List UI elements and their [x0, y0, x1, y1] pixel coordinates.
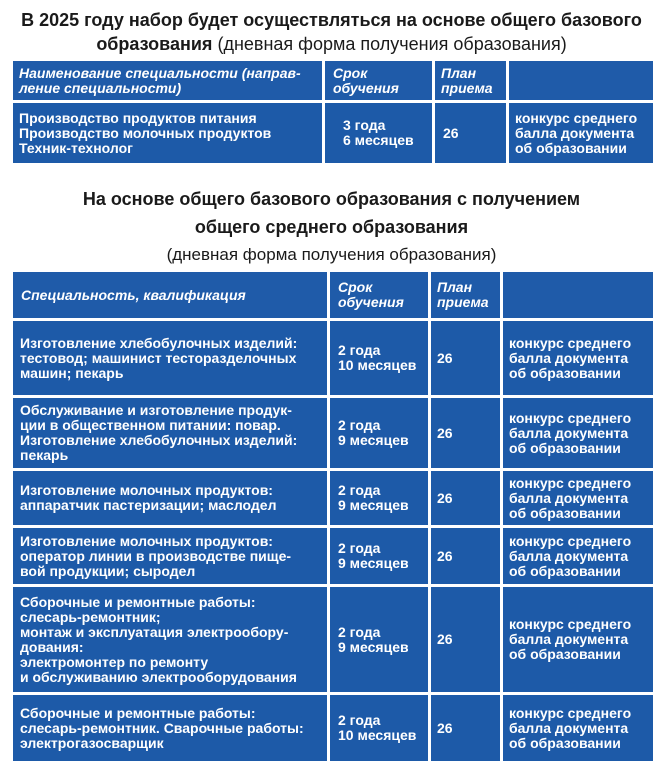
row-plan-cell	[431, 695, 500, 761]
row-plan-cell	[431, 587, 500, 692]
table-1-row-plan-cell	[435, 103, 506, 163]
table-row	[13, 471, 327, 525]
table-1-row-term: 3 года 6 месяцев	[343, 117, 414, 148]
row-term: 2 года 9 месяцев	[338, 623, 409, 655]
table-row	[13, 528, 327, 584]
row-term-cell	[330, 528, 428, 584]
row-basis: конкурс среднего балла документа об образовании	[509, 616, 632, 662]
table-row	[13, 398, 327, 468]
heading-2-note: (дневная форма получения образования)	[166, 245, 497, 264]
table-1-header-term: Срок обучения	[325, 61, 432, 100]
table-1-header-basis	[509, 61, 653, 100]
table-1-row	[13, 103, 322, 163]
row-plan-cell	[431, 528, 500, 584]
row-term-cell	[330, 695, 428, 761]
table-1-row-term-cell	[325, 103, 432, 163]
row-basis-cell	[503, 695, 653, 761]
heading-2	[0, 185, 663, 269]
table-2-header-term: Срок обучения	[330, 272, 428, 318]
table-1-row-plan: 26	[443, 124, 459, 141]
table-1-row-specialty: Производство продуктов питания Производство молочных продуктов Техник-технолог	[19, 109, 272, 156]
row-term-cell	[330, 587, 428, 692]
row-term: 2 года 9 месяцев	[338, 417, 409, 448]
row-term: 2 года 10 месяцев	[338, 342, 417, 373]
row-basis: конкурс среднего балла документа об образовании	[509, 704, 632, 751]
row-term: 2 года 9 месяцев	[338, 482, 409, 513]
row-term-cell	[330, 471, 428, 525]
row-basis: конкурс среднего балла документа об образовании	[509, 532, 632, 579]
table-row	[13, 587, 327, 692]
table-2-header-plan: План приема	[431, 272, 500, 318]
row-specialty: Сборочные и ремонтные работы: слесарь-ремонтник. Сварочные работы: электрогазосварщик	[20, 704, 304, 751]
table-2	[13, 272, 653, 761]
row-plan: 26	[437, 489, 453, 506]
table-1-header-plan: План приема	[435, 61, 506, 100]
row-basis-cell	[503, 321, 653, 395]
table-1-row-basis: конкурс среднего балла документа об образовании	[515, 109, 638, 156]
heading-1-bold: В 2025 году набор будет осуществляться на основе общего базового образования	[21, 10, 642, 54]
row-term-cell	[330, 321, 428, 395]
heading-1	[0, 8, 663, 56]
row-specialty: Изготовление молочных продуктов: оператор линии в производстве пище- вой продукции; сыродел	[20, 532, 292, 579]
row-basis: конкурс среднего балла документа об образовании	[509, 334, 632, 381]
table-row	[13, 321, 327, 395]
row-specialty: Изготовление молочных продуктов: аппаратчик пастеризации; маслодел	[20, 482, 277, 513]
row-specialty: Сборочные и ремонтные работы: слесарь-ремонтник; монтаж и эксплуатация электрообору- дования: электромонтер по ремонту и обслуживанию электрооборудования	[20, 593, 297, 685]
row-basis: конкурс среднего балла документа об образовании	[509, 409, 632, 456]
row-basis: конкурс среднего балла документа об образовании	[509, 474, 632, 521]
row-term: 2 года 9 месяцев	[338, 540, 409, 571]
row-basis-cell	[503, 528, 653, 584]
row-basis-cell	[503, 587, 653, 692]
heading-2-line-2: общего среднего образования	[194, 217, 469, 237]
row-plan: 26	[437, 424, 453, 441]
row-basis-cell	[503, 471, 653, 525]
table-2-header-specialty: Специальность, квалификация	[13, 272, 327, 318]
row-plan-cell	[431, 398, 500, 468]
heading-2-line-1: На основе общего базового образования с получением	[82, 189, 581, 209]
table-1	[13, 61, 653, 163]
table-1-row-basis-cell	[509, 103, 653, 163]
row-specialty: Обслуживание и изготовление продук- ции в общественном питании: повар. Изготовление хлебобулочных изделий: пекарь	[20, 402, 298, 463]
row-plan-cell	[431, 321, 500, 395]
table-1-header-specialty: Наименование специальности (направ- ление специальности)	[13, 61, 322, 100]
table-2-header-basis	[503, 272, 653, 318]
row-term-cell	[330, 398, 428, 468]
heading-1-note: (дневная форма получения образования)	[217, 34, 567, 54]
row-plan: 26	[437, 547, 453, 564]
row-plan: 26	[437, 719, 453, 736]
row-plan: 26	[437, 349, 453, 366]
row-plan-cell	[431, 471, 500, 525]
row-term: 2 года 10 месяцев	[338, 712, 417, 743]
table-row	[13, 695, 327, 761]
row-plan: 26	[437, 631, 453, 647]
row-basis-cell	[503, 398, 653, 468]
row-specialty: Изготовление хлебобулочных изделий: тестовод; машинист тесторазделочных машин; пекарь	[20, 334, 298, 381]
